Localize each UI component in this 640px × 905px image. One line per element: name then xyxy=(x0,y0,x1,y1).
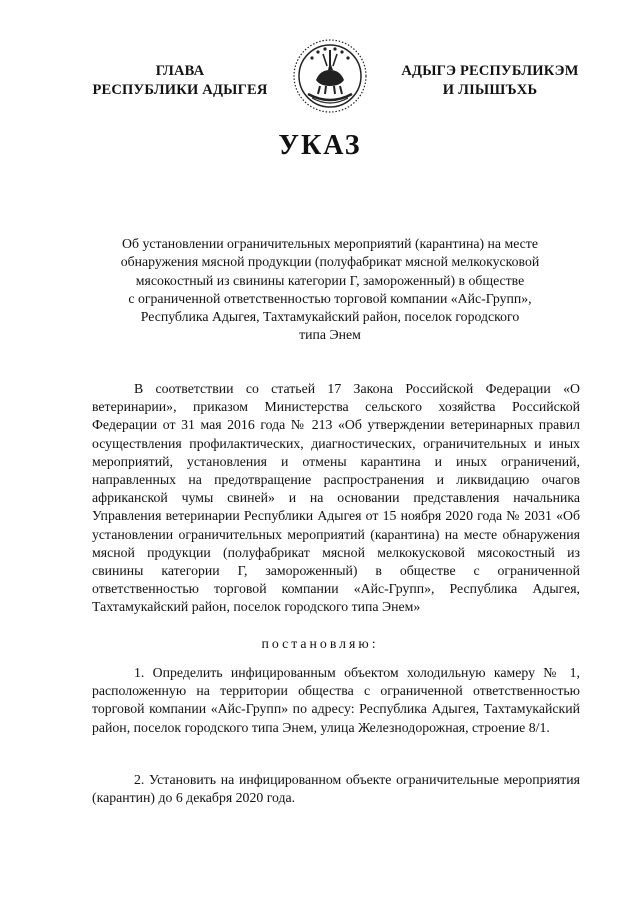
item-2-text: 2. Установить на инфицированном объекте ограничительные мероприятия (карантин) до 6 декабря 2020 года. xyxy=(92,772,580,806)
preamble-text: В соответствии со статьей 17 Закона Российской Федерации «О ветеринарии», приказом Министерства сельского хозяйства Российской Федерации от 31 мая 2016 года № 213 «Об утверждении ветеринарных правил осуществления профилактических, диагностических, ограничительных и иных мероприятий, установления и отмены карантина и иных ограничений, направленных на предотвращение распространения и ликвидацию очагов африканской чумы свиней» и на основании представления начальника Управления ветеринарии Республики Адыгея от 15 ноября 2020 года № 2031 «Об установлении ограничительных мероприятий (карантина) на месте обнаружения мясной продукции (полуфабрикат мясной мелкокусковой мясокостный из свинины категории Г, замороженный) в обществе с ограниченной ответственностью торговой компании «Айс-Групп», Республика Адыгея, Тахтамукайский район, поселок городского типа Энем» xyxy=(92,381,580,615)
subject-line: с ограниченной ответственностью торговой компании «Айс-Групп», xyxy=(128,290,532,306)
header-left xyxy=(80,62,280,100)
header-right-line2: И ЛІЫШЪХЬ xyxy=(442,82,538,98)
subject-line: типа Энем xyxy=(299,327,361,343)
header-left-line2: РЕСПУБЛИКИ АДЫГЕЯ xyxy=(92,82,268,98)
republic-emblem-icon xyxy=(290,36,370,116)
item-1-text: 1. Определить инфицированным объектом холодильную камеру № 1, расположенную на территории общества с ограниченной ответственностью торговой компании «Айс-Групп» по адресу: Республика Адыгея, Тахтамукайский район, поселок городского типа Энем, улица Железнодорожная, строение 8/1. xyxy=(92,665,580,735)
document-title: УКАЗ xyxy=(278,130,362,161)
item-2-paragraph xyxy=(92,771,580,807)
subject-line: Об установлении ограничительных мероприятий (карантина) на месте xyxy=(122,236,538,251)
header-right-line1: АДЫГЭ РЕСПУБЛИКЭМ xyxy=(401,63,579,79)
header-right xyxy=(380,62,600,100)
subject-line: обнаружения мясной продукции (полуфабрикат мясной мелкокусковой xyxy=(120,254,540,270)
preamble-paragraph xyxy=(92,380,580,617)
decree-word: постановляю: xyxy=(261,636,379,651)
subject-line: мясокостный из свинины категории Г, замороженный) в обществе xyxy=(135,272,525,288)
item-1-paragraph xyxy=(92,664,580,737)
document-subject xyxy=(90,235,570,345)
subject-line: Республика Адыгея, Тахтамукайский район, поселок городского xyxy=(140,309,520,325)
header-left-line1: ГЛАВА xyxy=(155,63,205,79)
